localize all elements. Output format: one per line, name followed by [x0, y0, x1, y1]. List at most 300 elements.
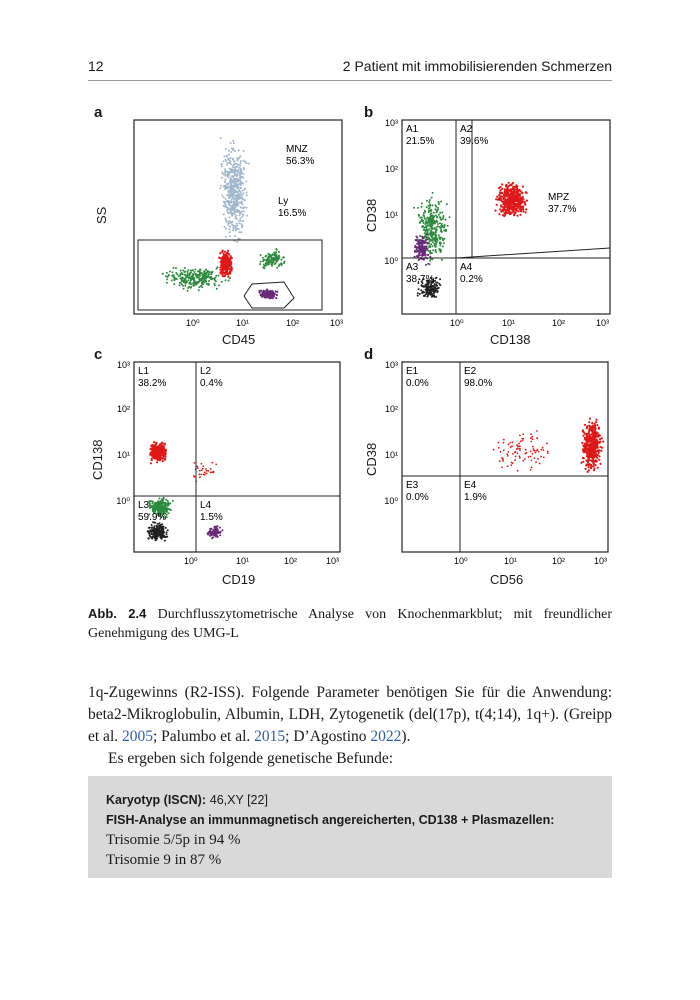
event-dot [225, 175, 227, 177]
event-dot [151, 505, 153, 507]
event-dot [235, 184, 237, 186]
event-dot [231, 269, 233, 271]
event-dot [512, 188, 514, 190]
event-dot [260, 261, 262, 263]
event-dot [433, 222, 435, 224]
event-dot [586, 441, 588, 443]
event-dot [437, 209, 439, 211]
event-dot [593, 449, 595, 451]
event-dot [221, 251, 223, 253]
event-dot [427, 234, 429, 236]
event-dot [221, 165, 223, 167]
event-dot [241, 196, 243, 198]
event-dot [526, 200, 528, 202]
event-dot [423, 222, 425, 224]
panel-c-xtick-1: 10¹ [236, 556, 250, 566]
event-dot [438, 283, 440, 285]
panel-b [384, 118, 610, 328]
event-dot [275, 256, 277, 258]
event-dot [597, 467, 599, 469]
event-dot [588, 432, 590, 434]
panel-a-gate-mnz-name: MNZ [286, 144, 308, 155]
event-dot [223, 196, 225, 198]
event-dot [522, 205, 524, 207]
event-dot [232, 209, 234, 211]
event-dot [275, 262, 277, 264]
panel-d-y-axis-label: CD38 [364, 442, 379, 476]
event-dot [201, 469, 203, 471]
event-dot [240, 162, 242, 164]
event-dot [223, 205, 225, 207]
event-dot [225, 187, 227, 189]
event-dot [228, 197, 230, 199]
genetic-findings-box [88, 776, 612, 878]
ref-link-dagostino[interactable]: 2022 [370, 728, 402, 745]
event-dot [522, 460, 524, 462]
finding-item: Trisomie 9 in 87 % [106, 852, 222, 868]
event-dot [425, 264, 427, 266]
event-dot [213, 471, 215, 473]
event-dot [228, 194, 230, 196]
event-dot [239, 171, 241, 173]
event-dot [166, 531, 168, 533]
event-dot [156, 461, 158, 463]
event-dot [268, 295, 270, 297]
event-dot [230, 157, 232, 159]
body-paragraph-1 [88, 682, 612, 748]
event-dot [431, 245, 433, 247]
event-dot [236, 223, 238, 225]
panel-c-gate-l4-value: 1.5% [200, 512, 223, 523]
event-dot [227, 261, 229, 263]
event-dot [531, 466, 533, 468]
event-dot [193, 279, 195, 281]
panel-b-gate-a2-value: 39.6% [460, 136, 489, 147]
event-dot [191, 269, 193, 271]
event-dot [228, 280, 230, 282]
event-dot [155, 455, 157, 457]
event-dot [431, 233, 433, 235]
event-dot [426, 225, 428, 227]
event-dot [429, 286, 431, 288]
event-dot [222, 275, 224, 277]
event-dot [532, 453, 534, 455]
event-dot [209, 534, 211, 536]
p1-pre: 1q-Zugewinns (R2-ISS). Folgende Parameter benötigen Sie für die Anwendung: beta2-Mikroglobulin, Albumin, LDH, Zytogenetik (del(17p), t(4;14), 1q+). (Greipp et al. [88, 684, 612, 745]
event-dot [582, 435, 584, 437]
event-dot [186, 271, 188, 273]
event-dot [235, 205, 237, 207]
event-dot [236, 197, 238, 199]
event-dot [243, 199, 245, 201]
event-dot [240, 231, 242, 233]
event-dot [262, 257, 264, 259]
event-dot [520, 440, 522, 442]
event-dot [512, 202, 514, 204]
event-dot [273, 252, 275, 254]
event-dot [239, 214, 241, 216]
event-dot [512, 206, 514, 208]
event-dot [156, 525, 158, 527]
panel-label-a: a [94, 104, 103, 121]
event-dot [417, 207, 419, 209]
event-dot [509, 213, 511, 215]
event-dot [423, 215, 425, 217]
event-dot [205, 468, 207, 470]
event-dot [423, 242, 425, 244]
event-dot [436, 241, 438, 243]
event-dot [221, 281, 223, 283]
event-dot [435, 231, 437, 233]
event-dot [440, 249, 442, 251]
event-dot [239, 202, 241, 204]
event-dot [210, 273, 212, 275]
event-dot [585, 437, 587, 439]
event-dot [227, 162, 229, 164]
panel-d-plot [384, 360, 608, 566]
event-dot [155, 508, 157, 510]
event-dot [150, 452, 152, 454]
event-dot [226, 269, 228, 271]
event-dot [536, 437, 538, 439]
ref-link-palumbo[interactable]: 2015 [254, 728, 286, 745]
event-dot [229, 277, 231, 279]
event-dot [520, 206, 522, 208]
event-dot [155, 538, 157, 540]
event-dot [182, 273, 184, 275]
event-dot [433, 212, 435, 214]
event-dot [581, 442, 583, 444]
event-dot [198, 281, 200, 283]
event-dot [189, 282, 191, 284]
panel-d-ytick-0: 10³ [384, 360, 398, 370]
event-dot [219, 269, 221, 271]
event-dot [188, 277, 190, 279]
event-dot [221, 172, 223, 174]
event-dot [231, 169, 233, 171]
event-dot [237, 205, 239, 207]
event-dot [179, 284, 181, 286]
panel-d-xtick-1: 10¹ [504, 556, 518, 566]
event-dot [270, 259, 272, 261]
event-dot [161, 505, 163, 507]
event-dot [233, 205, 235, 207]
event-dot [596, 457, 598, 459]
event-dot [428, 228, 430, 230]
event-dot [592, 441, 594, 443]
event-dot [434, 243, 436, 245]
event-dot [426, 289, 428, 291]
event-dot [419, 235, 421, 237]
event-dot [263, 267, 265, 269]
event-dot [225, 228, 227, 230]
event-dot [153, 448, 155, 450]
event-dot [219, 252, 221, 254]
event-dot [525, 211, 527, 213]
event-dot [516, 190, 518, 192]
event-dot [419, 242, 421, 244]
event-dot [530, 433, 532, 435]
event-dot [188, 274, 190, 276]
event-dot [498, 447, 500, 449]
event-dot [225, 218, 227, 220]
panel-a-frame [134, 120, 342, 314]
event-dot [522, 440, 524, 442]
event-dot [224, 181, 226, 183]
event-dot [588, 449, 590, 451]
event-dot [208, 280, 210, 282]
event-dot [149, 507, 151, 509]
event-dot [441, 223, 443, 225]
event-dot [534, 450, 536, 452]
event-dot [435, 206, 437, 208]
event-dot [514, 186, 516, 188]
event-dot [443, 242, 445, 244]
event-dot [186, 276, 188, 278]
event-dot [439, 212, 441, 214]
panel-c-y-ticks [116, 360, 130, 506]
event-dot [535, 461, 537, 463]
event-dot [221, 177, 223, 179]
panel-d-gate-e2-name: E2 [464, 366, 477, 377]
event-dot [210, 278, 212, 280]
event-dot [515, 194, 517, 196]
event-dot [239, 187, 241, 189]
event-dot [449, 216, 451, 218]
event-dot [587, 461, 589, 463]
event-dot [158, 455, 160, 457]
panel-c-gate-l1-value: 38.2% [138, 378, 167, 389]
event-dot [494, 210, 496, 212]
event-dot [436, 238, 438, 240]
event-dot [272, 253, 274, 255]
event-dot [240, 211, 242, 213]
event-dot [587, 471, 589, 473]
event-dot [541, 449, 543, 451]
ref-link-greipp[interactable]: 2005 [122, 728, 153, 745]
event-dot [159, 525, 161, 527]
event-dot [599, 463, 601, 465]
event-dot [588, 439, 590, 441]
event-dot [275, 258, 277, 260]
event-dot [199, 269, 201, 271]
event-dot [429, 199, 431, 201]
panel-b-gate-a1-name: A1 [406, 124, 419, 135]
event-dot [154, 451, 156, 453]
event-dot [423, 229, 425, 231]
event-dot [421, 226, 423, 228]
event-dot [216, 525, 218, 527]
event-dot [416, 249, 418, 251]
event-dot [173, 274, 175, 276]
karyotype-value: 46,XY [22] [209, 793, 268, 807]
event-dot [203, 282, 205, 284]
event-dot [221, 194, 223, 196]
event-dot [238, 149, 240, 151]
event-dot [239, 218, 241, 220]
event-dot [277, 259, 279, 261]
event-dot [235, 228, 237, 230]
event-dot [423, 212, 425, 214]
event-dot [199, 470, 201, 472]
event-dot [496, 196, 498, 198]
event-dot [499, 194, 501, 196]
event-dot [228, 216, 230, 218]
event-dot [184, 267, 186, 269]
event-dot [160, 529, 162, 531]
event-dot [438, 203, 440, 205]
panel-b-gate-a3-name: A3 [406, 262, 419, 273]
event-dot [234, 174, 236, 176]
event-dot [543, 449, 545, 451]
event-dot [441, 225, 443, 227]
event-dot [194, 271, 196, 273]
panel-d-ytick-2: 10¹ [384, 450, 398, 460]
event-dot [432, 217, 434, 219]
event-dot [205, 277, 207, 279]
event-dot [426, 222, 428, 224]
event-dot [198, 289, 200, 291]
event-dot [519, 448, 521, 450]
panel-d-xtick-2: 10² [552, 556, 566, 566]
event-dot [246, 215, 248, 217]
event-dot [214, 283, 216, 285]
event-dot [598, 428, 600, 430]
event-dot [266, 259, 268, 261]
event-dot [519, 450, 521, 452]
event-dot [517, 470, 519, 472]
event-dot [511, 198, 513, 200]
event-dot [515, 184, 517, 186]
event-dot [432, 192, 434, 194]
event-dot [531, 460, 533, 462]
event-dot [213, 534, 215, 536]
panel-b-x-ticks [450, 318, 609, 328]
event-dot [499, 208, 501, 210]
event-dot [421, 285, 423, 287]
panel-c-gate-l3-value: 59.9% [138, 512, 167, 523]
event-dot [201, 286, 203, 288]
event-dot [431, 285, 433, 287]
event-dot [224, 226, 226, 228]
event-dot [507, 187, 509, 189]
event-dot [428, 208, 430, 210]
event-dot [232, 190, 234, 192]
event-dot [211, 537, 213, 539]
event-dot [212, 530, 214, 532]
event-dot [507, 465, 509, 467]
event-dot [241, 207, 243, 209]
event-dot [591, 439, 593, 441]
event-dot [226, 164, 228, 166]
event-dot [446, 203, 448, 205]
event-dot [222, 263, 224, 265]
event-dot [224, 173, 226, 175]
event-dot [438, 214, 440, 216]
event-dot [223, 201, 225, 203]
event-dot [445, 229, 447, 231]
event-dot [159, 443, 161, 445]
event-dot [206, 270, 208, 272]
event-dot [441, 212, 443, 214]
event-dot [431, 224, 433, 226]
event-dot [230, 151, 232, 153]
event-dot [243, 210, 245, 212]
event-dot [161, 523, 163, 525]
event-dot [595, 421, 597, 423]
event-dot [586, 425, 588, 427]
event-dot [205, 281, 207, 283]
event-dot [512, 453, 514, 455]
panel-a [134, 120, 344, 328]
event-dot [436, 282, 438, 284]
event-dot [243, 167, 245, 169]
event-dot [201, 283, 203, 285]
event-dot [232, 186, 234, 188]
event-dot [525, 208, 527, 210]
event-dot [429, 216, 431, 218]
event-dot [167, 276, 169, 278]
event-dot [239, 174, 241, 176]
event-dot [265, 293, 267, 295]
event-dot [506, 453, 508, 455]
event-dot [229, 235, 231, 237]
event-dot [428, 220, 430, 222]
event-dot [429, 225, 431, 227]
event-dot [427, 263, 429, 265]
caption-label: Abb. 2.4 [88, 606, 147, 621]
event-dot [190, 287, 192, 289]
event-dot [588, 452, 590, 454]
event-dot [430, 219, 432, 221]
event-dot [261, 296, 263, 298]
event-dot [161, 526, 163, 528]
event-dot [499, 460, 501, 462]
event-dot [538, 451, 540, 453]
panel-d-ytick-1: 10² [384, 404, 398, 414]
event-dot [431, 204, 433, 206]
event-dot [588, 458, 590, 460]
event-dot [180, 273, 182, 275]
event-dot [152, 455, 154, 457]
event-dot [496, 204, 498, 206]
event-dot [267, 257, 269, 259]
event-dot [430, 243, 432, 245]
event-dot [228, 263, 230, 265]
event-dot [182, 270, 184, 272]
event-dot [426, 245, 428, 247]
event-dot [594, 424, 596, 426]
panel-c-y-axis-label: CD138 [90, 439, 105, 480]
event-dot [206, 283, 208, 285]
event-dot [276, 294, 278, 296]
panel-d-gate-e3-name: E3 [406, 480, 419, 491]
event-dot [418, 246, 420, 248]
event-dot [240, 169, 242, 171]
event-dot [238, 220, 240, 222]
event-dot [202, 278, 204, 280]
event-dot [414, 250, 416, 252]
event-dot [156, 536, 158, 538]
event-dot [593, 463, 595, 465]
event-dot [260, 254, 262, 256]
event-dot [245, 181, 247, 183]
event-dot [214, 279, 216, 281]
event-dot [418, 288, 420, 290]
event-dot [522, 433, 524, 435]
event-dot [589, 418, 591, 420]
event-dot [435, 296, 437, 298]
